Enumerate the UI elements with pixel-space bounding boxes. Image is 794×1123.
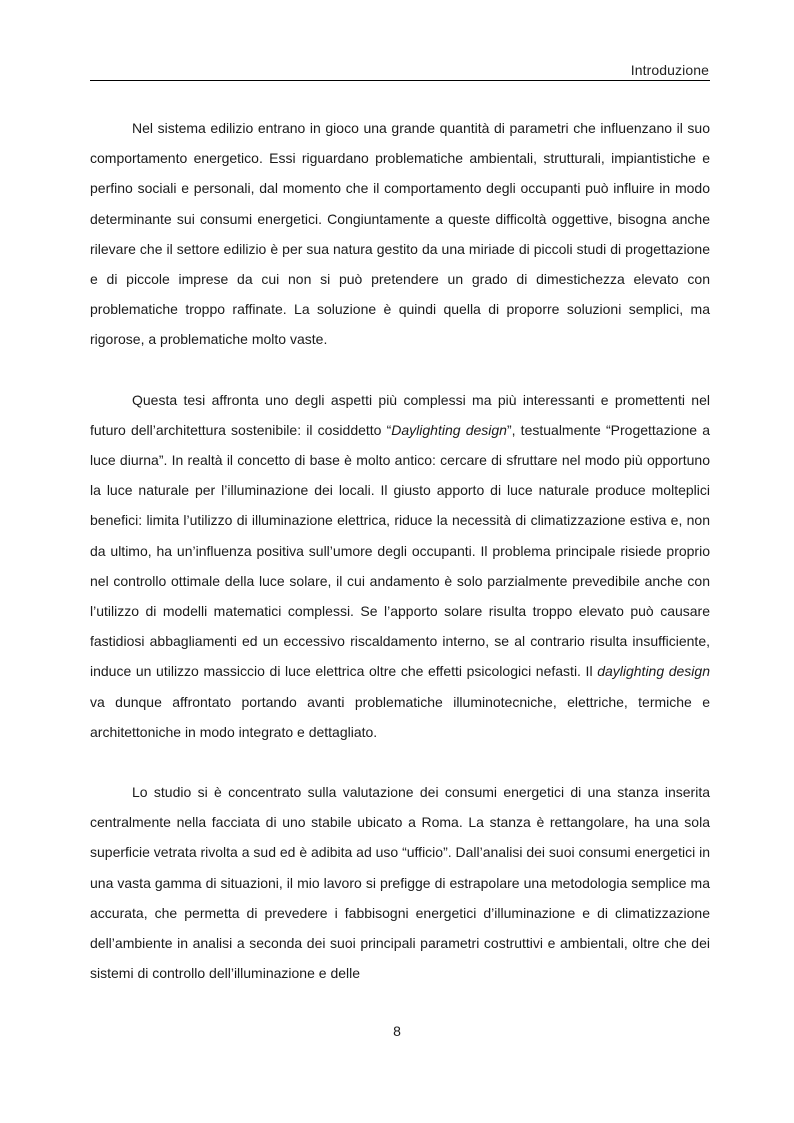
paragraph-text-segment: ”, testualmente “Progettazione a luce diurna”. In realtà il concetto di base è molto antico: cercare di sfruttare nel modo più opportuno la luce naturale per l’illuminazione dei locali. Il giusto apporto di luce naturale produce molteplici benefici: limita l’utilizzo di illuminazione elettrica, riduce la necessità di climatizzazione estiva e, non da ultimo, ha un’influenza positiva sull’umore degli occupanti. Il problema principale risiede proprio nel controllo ottimale della luce solare, il cui andamento è solo parzialmente prevedibile anche con l’utilizzo di modelli matematici complessi. Se l’apporto solare risulta troppo elevato può causare fastidiosi abbagliamenti ed un eccessivo riscaldamento interno, se al contrario risulta insufficiente, induce un utilizzo massiccio di luce elettrica oltre che effetti psicologici nefasti. Il xyxy=(90,421,710,680)
paragraph-text-segment: Questa tesi affronta uno degli aspetti più complessi ma più interessanti e promettenti nel futuro dell’architettura sostenibile: il cosiddetto “ xyxy=(90,391,710,438)
page-number: 8 xyxy=(393,1023,401,1039)
section-title: Introduzione xyxy=(630,62,709,78)
paragraph-text-segment: va dunque affrontato portando avanti problematiche illuminotecniche, elettriche, termiche e architettoniche in modo integrato e dettagliato. xyxy=(90,693,710,740)
page-body xyxy=(90,113,710,1018)
italic-term: daylighting design xyxy=(597,663,710,680)
paragraph-building-system: Nel sistema edilizio entrano in gioco una grande quantità di parametri che influenzano il suo comportamento energetico. Essi riguardano problematiche ambientali, strutturali, impiantistiche e perfino sociali e personali, dal momento che il comportamento degli occupanti può influire in modo determinante sui consumi energetici. Congiuntamente a queste difficoltà oggettive, bisogna anche rilevare che il settore edilizio è per sua natura gestito da una miriade di piccoli studi di progettazione e di piccole imprese da cui non si può pretendere un grado di dimestichezza elevato con problematiche troppo raffinate. La soluzione è quindi quella di proporre soluzioni semplici, ma rigorose, a problematiche molto vaste. xyxy=(90,120,710,348)
paragraph-daylighting-design xyxy=(90,385,710,747)
running-header xyxy=(90,60,710,81)
paragraph-study-description: Lo studio si è concentrato sulla valutazione dei consumi energetici di una stanza inserita centralmente nella facciata di uno stabile ubicato a Roma. La stanza è rettangolare, ha una sola superficie vetrata rivolta a sud ed è adibita ad uso “ufficio”. Dall’analisi dei suoi consumi energetici in una vasta gamma di situazioni, il mio lavoro si prefigge di estrapolare una metodologia semplice ma accurata, che permetta di prevedere i fabbisogni energetici d’illuminazione e di climatizzazione dell’ambiente in analisi a seconda dei suoi principali parametri costruttivi e ambientali, oltre che dei sistemi di controllo dell’illuminazione e delle xyxy=(90,784,710,982)
italic-term: Daylighting design xyxy=(391,421,507,438)
